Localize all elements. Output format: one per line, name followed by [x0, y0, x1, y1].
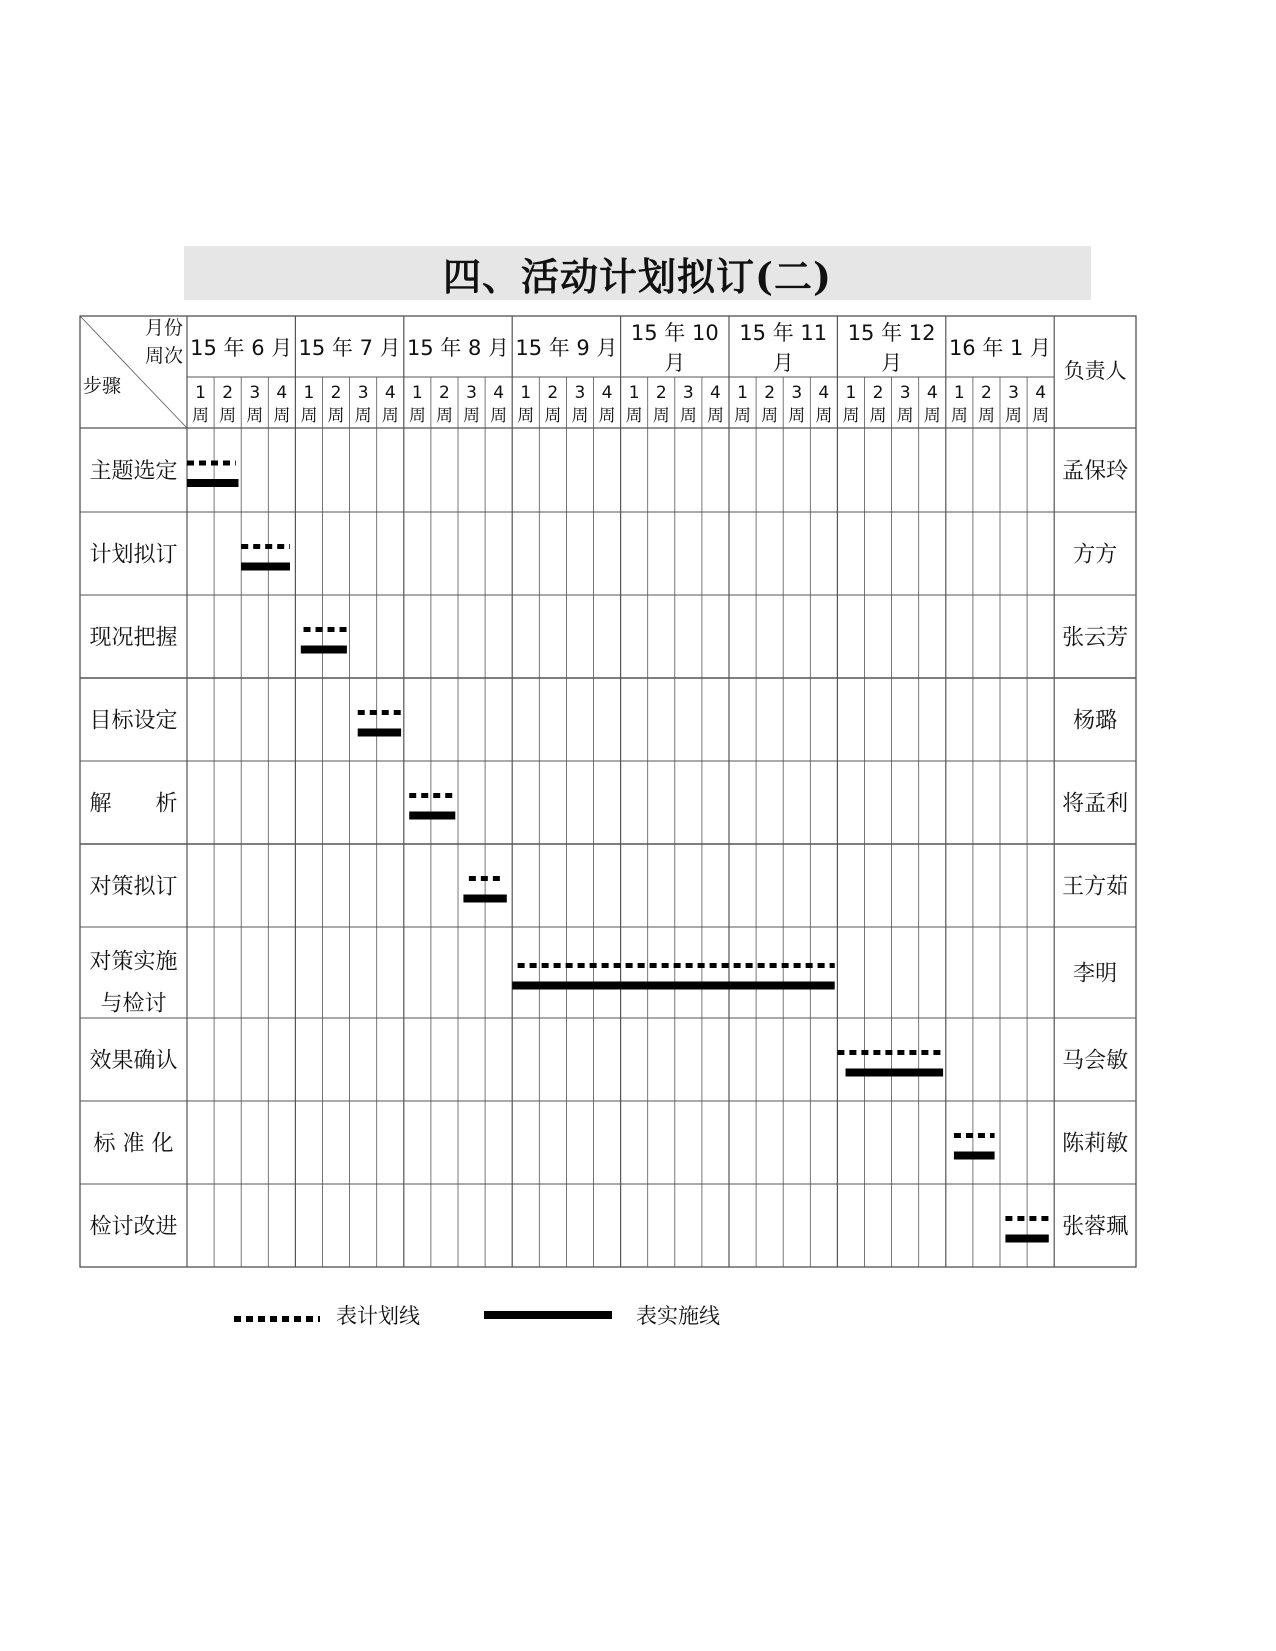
owner-name: 将孟利 [1062, 791, 1129, 817]
week-unit-label: 周 [517, 406, 535, 426]
corner-week-label: 周次 [144, 345, 183, 367]
week-number-label: 1 [737, 383, 748, 403]
step-label: 主题选定 [89, 459, 178, 484]
week-number-label: 1 [953, 383, 965, 403]
owner-name: 张云芳 [1062, 625, 1129, 651]
owner-name: 张蓉珮 [1062, 1214, 1129, 1240]
week-unit-label: 周 [761, 406, 779, 426]
corner-step-label: 步骤 [83, 375, 122, 397]
week-number-label: 1 [411, 383, 423, 403]
owner-name: 李明 [1073, 961, 1118, 987]
step-label: 目标设定 [89, 708, 178, 734]
week-number-label: 2 [222, 383, 234, 403]
step-label: 效果确认 [89, 1048, 178, 1074]
week-number-label: 4 [926, 383, 938, 403]
week-number-label: 3 [249, 383, 261, 403]
month-label-line2: 月 [881, 351, 903, 375]
owner-header-label: 负责人 [1063, 359, 1127, 383]
week-unit-label: 周 [815, 406, 833, 426]
month-label-line1: 15 年 11 [739, 321, 828, 345]
owner-name: 杨璐 [1073, 708, 1118, 734]
week-unit-label: 周 [1032, 406, 1050, 426]
week-number-label: 1 [628, 383, 640, 403]
week-number-label: 1 [195, 383, 206, 403]
week-number-label: 3 [1008, 383, 1019, 403]
week-unit-label: 周 [354, 406, 372, 426]
week-unit-label: 周 [1005, 406, 1023, 426]
step-label: 计划拟订 [89, 542, 178, 568]
week-number-label: 2 [981, 383, 992, 403]
step-label-line1: 对策实施 [89, 949, 178, 975]
week-unit-label: 周 [788, 406, 806, 426]
week-unit-label: 周 [381, 406, 399, 426]
month-label-line1: 15 年 10 [630, 321, 719, 345]
week-unit-label: 周 [598, 406, 616, 426]
week-unit-label: 周 [273, 406, 291, 426]
week-unit-label: 周 [246, 406, 264, 426]
week-unit-label: 周 [679, 406, 697, 426]
week-number-label: 4 [276, 383, 288, 403]
owner-name: 方方 [1073, 542, 1118, 568]
week-unit-label: 周 [842, 406, 860, 426]
month-label: 15 年 6 月 [190, 336, 293, 360]
week-number-label: 3 [574, 383, 586, 403]
step-label-line2: 与检讨 [100, 991, 167, 1017]
owner-name: 马会敏 [1062, 1048, 1129, 1074]
step-label: 检讨改进 [89, 1214, 178, 1240]
month-label: 15 年 8 月 [406, 336, 510, 360]
week-number-label: 2 [547, 383, 559, 403]
legend-actual-line [484, 1308, 614, 1322]
week-unit-label: 周 [652, 406, 670, 426]
month-label: 15 年 7 月 [298, 336, 401, 360]
week-unit-label: 周 [219, 406, 237, 426]
week-unit-label: 周 [192, 406, 210, 426]
week-number-label: 4 [601, 383, 613, 403]
step-label: 对策拟订 [89, 874, 178, 900]
week-unit-label: 周 [625, 406, 643, 426]
week-number-label: 3 [791, 383, 803, 403]
week-unit-label: 周 [869, 406, 887, 426]
week-number-label: 3 [682, 383, 694, 403]
page-title: 四、活动计划拟订(二) [443, 253, 832, 299]
week-unit-label: 周 [327, 406, 345, 426]
step-label: 现况把握 [89, 625, 178, 651]
week-unit-label: 周 [896, 406, 914, 426]
week-number-label: 3 [357, 383, 369, 403]
week-unit-label: 周 [463, 406, 481, 426]
step-label: 解 析 [89, 791, 178, 817]
legend-actual-label: 表实施线 [636, 1304, 720, 1328]
week-number-label: 1 [845, 383, 857, 403]
week-number-label: 1 [520, 383, 532, 403]
owner-name: 陈莉敏 [1062, 1131, 1129, 1157]
month-label: 16 年 1 月 [948, 336, 1052, 360]
week-unit-label: 周 [571, 406, 589, 426]
month-label: 15 年 9 月 [515, 336, 618, 360]
week-number-label: 3 [899, 383, 911, 403]
week-unit-label: 周 [544, 406, 562, 426]
week-number-label: 4 [818, 383, 830, 403]
week-number-label: 2 [764, 383, 776, 403]
week-number-label: 2 [655, 383, 667, 403]
week-number-label: 4 [710, 383, 721, 403]
week-number-label: 4 [1035, 383, 1047, 403]
table-border [80, 316, 1136, 1267]
week-number-label: 4 [384, 383, 396, 403]
week-unit-label: 周 [923, 406, 941, 426]
step-label: 标 准 化 [93, 1131, 174, 1157]
legend-plan-line [232, 1313, 322, 1325]
legend-plan-label: 表计划线 [336, 1304, 420, 1328]
corner-month-label: 月份 [144, 317, 183, 339]
week-number-label: 1 [303, 383, 315, 403]
week-unit-label: 周 [977, 406, 995, 426]
owner-name: 孟保玲 [1062, 459, 1129, 484]
week-number-label: 2 [330, 383, 342, 403]
owner-name: 王方茹 [1062, 874, 1129, 900]
month-label-line2: 月 [772, 351, 794, 375]
week-unit-label: 周 [706, 406, 724, 426]
week-unit-label: 周 [300, 406, 318, 426]
week-unit-label: 周 [490, 406, 508, 426]
week-unit-label: 周 [950, 406, 968, 426]
week-number-label: 4 [493, 383, 505, 403]
week-unit-label: 周 [408, 406, 426, 426]
week-number-label: 2 [439, 383, 450, 403]
month-label-line1: 15 年 12 [847, 321, 936, 345]
week-number-label: 3 [466, 383, 477, 403]
week-unit-label: 周 [435, 406, 453, 426]
week-number-label: 2 [872, 383, 884, 403]
week-unit-label: 周 [734, 406, 752, 426]
month-label-line2: 月 [664, 351, 686, 375]
